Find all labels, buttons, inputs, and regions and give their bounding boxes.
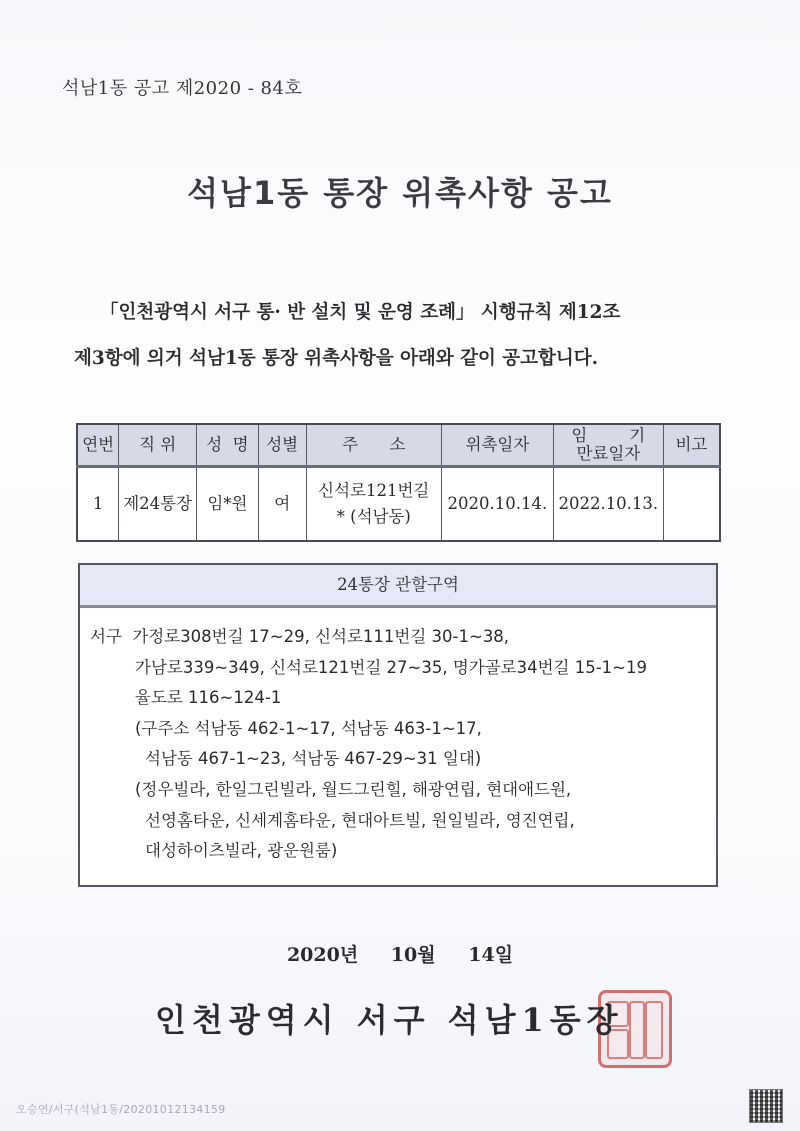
document-number: 석남1동 공고 제2020 - 84호 xyxy=(62,78,303,99)
intro-line-1: 「인천광역시 서구 통· 반 설치 및 운영 조례」 시행규칙 제12조 xyxy=(100,302,621,323)
jurisdiction-body xyxy=(80,608,716,867)
jurisdiction-line: 서구 가정로308번길 17~29, 신석로111번길 30-1~38, xyxy=(90,627,510,646)
cell-position: 제24통장 xyxy=(119,467,197,542)
cell-appointed-date: 2020.10.14. xyxy=(441,467,553,542)
issuer-name: 인천광역시 서구 석남1동장 xyxy=(155,1001,624,1039)
cell-address xyxy=(306,467,441,542)
cell-address-line2: * (석남동) xyxy=(336,507,411,526)
header-address: 주 소 xyxy=(306,424,441,467)
jurisdiction-line: 가남로339~349, 신석로121번길 27~35, 명가골로34번길 15-1~19 xyxy=(135,657,648,677)
header-term xyxy=(553,424,663,467)
issue-date xyxy=(0,940,800,967)
cell-address-line1: 신석로121번길 xyxy=(318,481,430,500)
table-header-row xyxy=(77,424,720,467)
issue-date-day: 14일 xyxy=(468,944,514,966)
issue-date-year: 2020년 xyxy=(286,944,359,966)
jurisdiction-line: (정우빌라, 한일그린빌라, 월드그린힐, 해광연립, 현대애드원, xyxy=(135,779,572,799)
header-position: 직 위 xyxy=(119,424,197,467)
header-gender: 성별 xyxy=(258,424,306,467)
issue-date-month: 10월 xyxy=(390,944,436,966)
intro-paragraph xyxy=(74,290,734,382)
cell-note xyxy=(663,467,720,542)
header-appointed-date: 위촉일자 xyxy=(441,424,553,467)
cell-gender: 여 xyxy=(258,467,306,542)
header-term-line1: 임 기 xyxy=(571,426,646,445)
jurisdiction-line: (구주소 석남동 462-1~17, 석남동 463-1~17, xyxy=(135,718,482,738)
intro-line-2: 제3항에 의거 석남1동 통장 위촉사항을 아래와 같이 공고합니다. xyxy=(74,348,599,369)
table-row xyxy=(77,467,720,542)
jurisdiction-box xyxy=(78,563,718,887)
cell-term-end: 2022.10.13. xyxy=(553,467,663,542)
jurisdiction-header: 24통장 관할구역 xyxy=(80,565,716,608)
header-no: 연번 xyxy=(77,424,119,467)
cell-name: 임*원 xyxy=(196,467,258,542)
roster-table xyxy=(76,423,721,542)
jurisdiction-line: 대성하이츠빌라, 광운원룸) xyxy=(145,841,338,861)
footer-stamp: 오승연/서구(석남1동/20201012134159 xyxy=(16,1103,226,1116)
jurisdiction-line: 선영홈타운, 신세계홈타운, 현대아트빌, 원일빌라, 영진연립, xyxy=(145,810,575,830)
header-note: 비고 xyxy=(663,424,720,467)
header-name: 성 명 xyxy=(196,424,258,467)
jurisdiction-line: 율도로 116~124-1 xyxy=(135,688,282,708)
jurisdiction-line: 석남동 467-1~23, 석남동 467-29~31 일대) xyxy=(145,749,482,769)
cell-no: 1 xyxy=(77,467,119,542)
page-title: 석남1동 통장 위촉사항 공고 xyxy=(187,174,613,212)
header-term-line2: 만료일자 xyxy=(576,444,641,463)
qr-code-icon xyxy=(750,1090,782,1122)
